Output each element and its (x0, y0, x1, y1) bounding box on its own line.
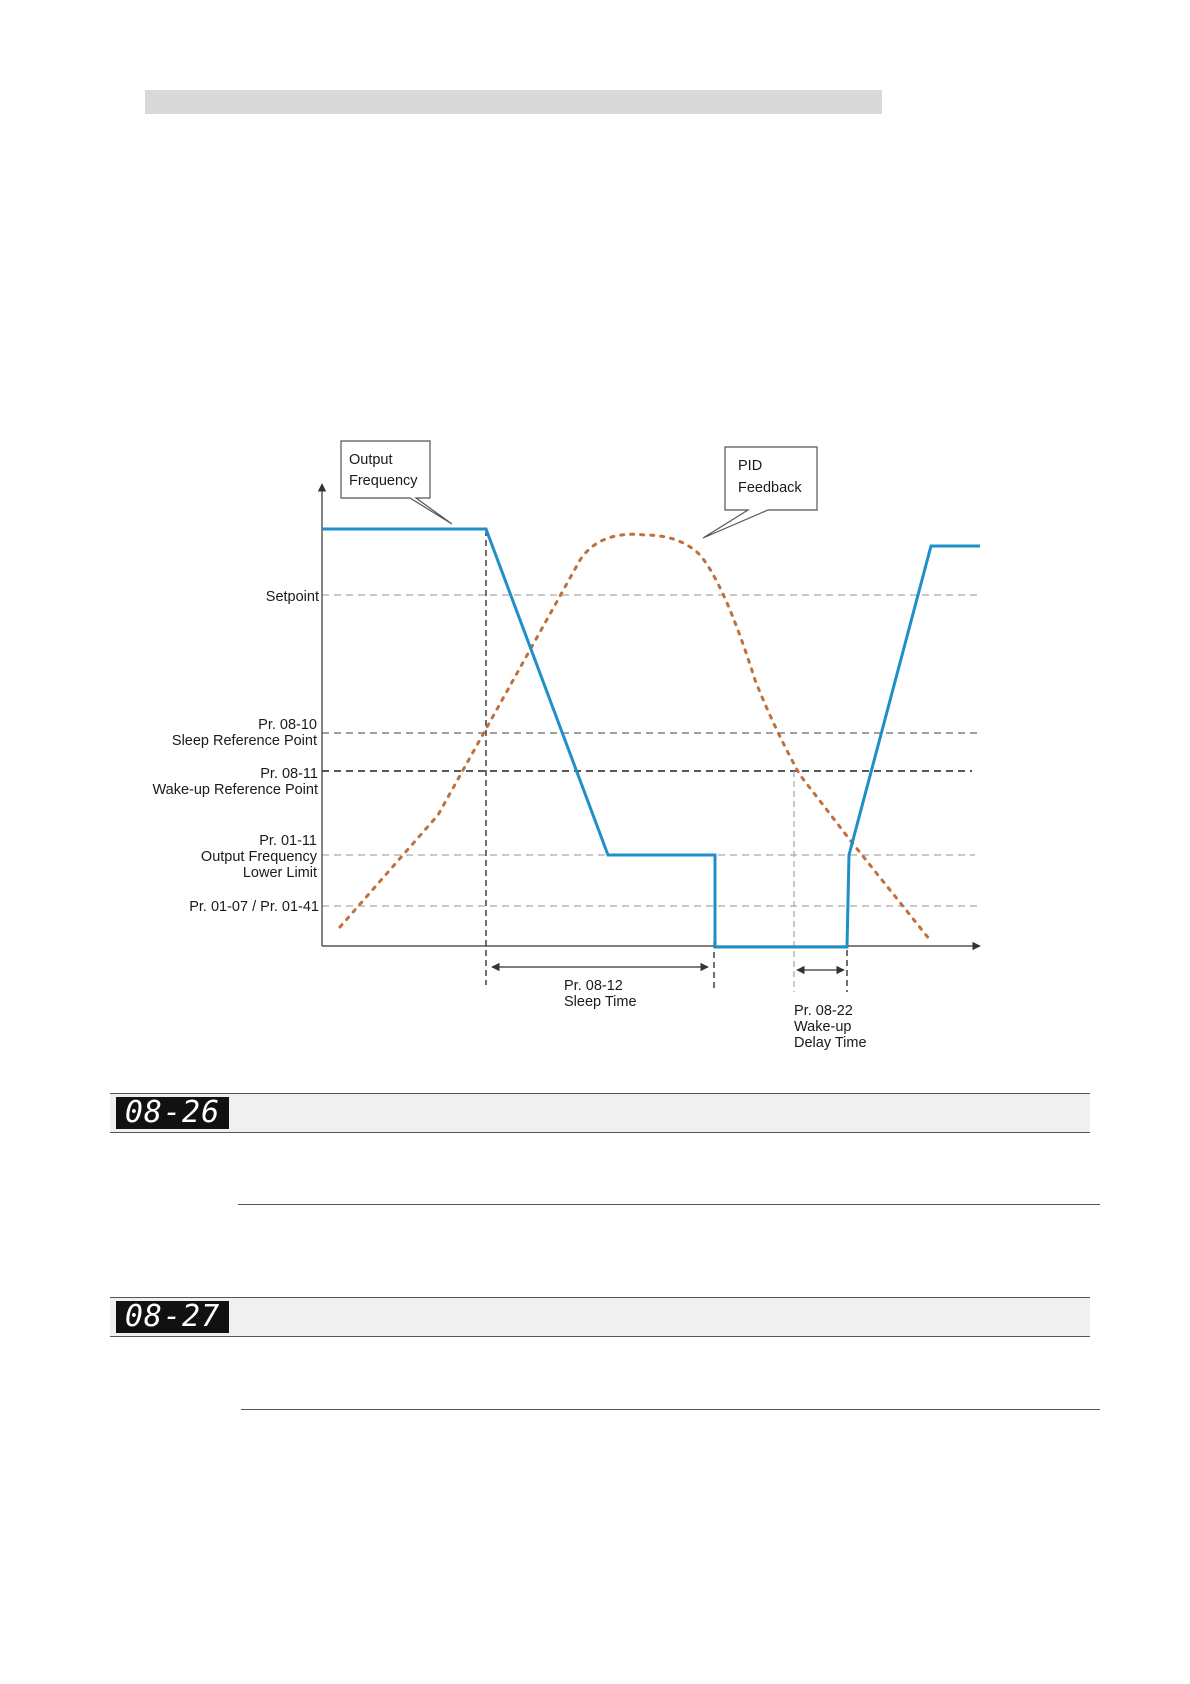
sleep-ref-label-line2: Sleep Reference Point (171, 733, 317, 749)
pid-feedback-callout (703, 447, 817, 538)
wakeup-ref-label-line1: Pr. 08-11 (260, 766, 318, 782)
param-separator-rule (238, 1204, 1100, 1205)
param-code-display: 08-26 (116, 1097, 229, 1129)
pid-feedback-label-line2: Feedback (738, 480, 802, 496)
svg-text:Feedback (738, 480, 802, 496)
lower-limit-label-line3: Lower Limit (242, 865, 317, 881)
output-frequency-label-line1: Output (349, 452, 393, 468)
sleep-time-label-line1: Pr. 08-12 (564, 978, 623, 994)
sleep-ref-label-line1: Pr. 08-10 (258, 717, 317, 733)
svg-text:Output (349, 452, 393, 468)
setpoint-label: Setpoint (265, 589, 319, 605)
output-frequency-label-line2: Frequency (349, 473, 418, 489)
svg-text:Frequency (349, 473, 418, 489)
param-separator-rule (241, 1409, 1100, 1410)
param-header-08-27 (110, 1297, 1090, 1337)
lower-limit-label-line1: Pr. 01-11 (259, 833, 317, 849)
param-code-display: 08-27 (116, 1301, 229, 1333)
sleep-time-label-line2: Sleep Time (564, 994, 637, 1010)
output-frequency-curve (322, 529, 980, 947)
param-header-08-26 (110, 1093, 1090, 1133)
wakeup-delay-label-line1: Pr. 08-22 (794, 1003, 853, 1019)
svg-text:PID (738, 458, 762, 474)
pid-feedback-label-line1: PID (738, 458, 763, 474)
wakeup-delay-label-line2: Wake-up (794, 1019, 852, 1035)
output-frequency-callout (341, 441, 452, 524)
min-frequency-label: Pr. 01-07 / Pr. 01-41 (189, 899, 319, 915)
wakeup-ref-label-line2: Wake-up Reference Point (152, 782, 318, 798)
lower-limit-label-line2: Output Frequency (200, 849, 317, 865)
wakeup-delay-label-line3: Delay Time (794, 1035, 867, 1051)
